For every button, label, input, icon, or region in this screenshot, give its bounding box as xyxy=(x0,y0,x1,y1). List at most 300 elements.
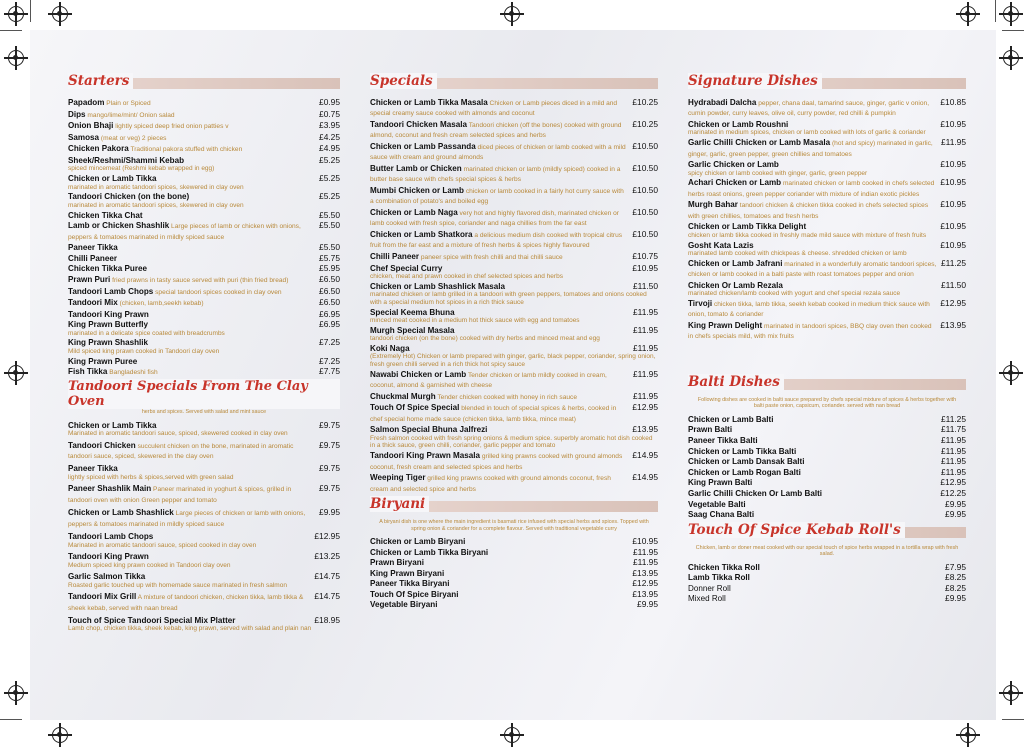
menu-item-row xyxy=(370,142,658,163)
menu-item-price: £5.95 xyxy=(319,263,340,274)
menu-item xyxy=(68,275,340,285)
menu-item-description: marinated in medium spices, chicken or lamb cooked with lots of garlic & coriander xyxy=(688,129,926,137)
menu-item-price: £7.75 xyxy=(319,366,340,377)
menu-item xyxy=(370,208,658,229)
menu-item xyxy=(68,320,340,337)
menu-item-name: Nawabi Chicken or Lamb xyxy=(370,369,467,379)
menu-item-row xyxy=(68,464,340,473)
menu-item-text xyxy=(370,164,628,185)
menu-item-row xyxy=(68,243,340,252)
menu-item-name: Tandoori Chicken (on the bone) xyxy=(68,192,190,202)
menu-item-name: Mixed Roll xyxy=(688,594,726,604)
menu-item-row xyxy=(68,572,340,581)
menu-item-description: Mild spiced king prawn cooked in Tandoori clay oven xyxy=(68,347,220,355)
menu-item-price: £10.95 xyxy=(940,159,966,170)
trim-line xyxy=(1002,30,1024,31)
registration-mark-right-bottom xyxy=(1003,685,1019,701)
menu-item-description: marinated lamb cooked with chickpeas & cheese. shredded chicken or lamb xyxy=(688,249,907,257)
menu-item-name: Touch Of Spice Special xyxy=(370,403,460,413)
menu-item-price: £8.25 xyxy=(945,582,966,593)
menu-item-text xyxy=(688,563,941,572)
menu-item-text xyxy=(688,178,936,199)
menu-item-name: Paneer Tikka Biryani xyxy=(370,579,450,589)
menu-item-row xyxy=(370,392,658,402)
menu-item-price: £11.95 xyxy=(941,434,966,445)
menu-item-text xyxy=(68,254,315,263)
menu-item-name: Chicken Tikka Roll xyxy=(688,562,760,572)
menu-item-name: Mumbi Chicken or Lamb xyxy=(370,186,464,195)
menu-item xyxy=(688,259,966,280)
menu-item-name: Touch of Spice Tandoori Special Mix Platter xyxy=(68,615,236,625)
menu-item-price: £5.25 xyxy=(319,173,340,184)
menu-item xyxy=(68,254,340,263)
registration-mark-right-mid xyxy=(1003,365,1019,381)
menu-item-name: Butter Lamb or Chicken xyxy=(370,164,462,173)
menu-item-price: £6.95 xyxy=(319,319,340,330)
menu-item xyxy=(688,160,966,177)
menu-item xyxy=(370,230,658,251)
menu-item xyxy=(688,98,966,119)
menu-item xyxy=(68,552,340,569)
menu-item-text xyxy=(688,594,941,603)
menu-item-name: Chilli Paneer xyxy=(68,253,118,263)
menu-item-row xyxy=(68,441,340,462)
menu-item-name: Murgh Bahar xyxy=(688,200,738,210)
menu-item xyxy=(688,500,966,509)
menu-item-row xyxy=(68,508,340,529)
menu-item-description: marinated chicken or lamb grilled in a tandoori with green peppers, tomatoes and onions cooked with a special medium hot spices in a rich thick sauce xyxy=(370,291,647,306)
menu-item-name: King Prawn Shashlik xyxy=(68,338,149,348)
menu-item-text xyxy=(370,344,629,353)
menu-item-text xyxy=(370,548,629,557)
menu-item-text xyxy=(68,441,315,462)
menu-item-row xyxy=(370,473,658,494)
menu-item-name: King Prawn Butterfly xyxy=(68,320,149,330)
menu-item-text xyxy=(688,447,937,456)
menu-item-description: grilled king prawns cooked with ground almonds coconut, fresh cream and selected spice and herbs xyxy=(370,475,611,493)
menu-item-text xyxy=(370,142,628,163)
menu-item-description: A mixture of tandoori chicken, chicken tikka, lamb tikka & sheek kebab, served with naan bread xyxy=(68,594,304,612)
menu-item xyxy=(370,282,658,307)
menu-item-price: £14.75 xyxy=(314,571,340,582)
menu-item-name: Chicken or Lamb Tikka Delight xyxy=(688,222,807,232)
menu-item xyxy=(370,344,658,369)
menu-item-name: Achari Chicken or Lamb xyxy=(688,178,782,188)
menu-item-name: Chicken or Lamb Tikka xyxy=(68,420,157,430)
menu-item-text xyxy=(68,192,315,201)
menu-item-text xyxy=(370,537,628,546)
menu-item-name: Paneer Tikka xyxy=(68,464,118,474)
menu-item-price: £5.75 xyxy=(319,252,340,263)
menu-item-price: £10.95 xyxy=(940,221,966,232)
menu-item-row xyxy=(688,160,966,169)
menu-item xyxy=(68,110,340,120)
menu-item-text xyxy=(688,321,936,342)
menu-item-description: diced pieces of chicken or lamb cooked with a mild sauce with cream and ground almonds xyxy=(370,144,626,162)
menu-item-price: £9.75 xyxy=(319,419,340,430)
biryani-list xyxy=(370,537,658,610)
menu-item xyxy=(68,221,340,242)
menu-item-price: £9.75 xyxy=(319,483,340,494)
menu-item-row xyxy=(68,110,340,120)
menu-item-price: £0.75 xyxy=(319,108,340,119)
menu-item xyxy=(68,310,340,319)
menu-item-price: £10.95 xyxy=(940,119,966,129)
menu-item-description: (meat or veg) 2 pieces xyxy=(99,134,167,142)
menu-item xyxy=(370,590,658,599)
menu-item-text xyxy=(68,221,315,242)
menu-item-name: Garlic Chicken or Lamb xyxy=(688,160,779,170)
menu-item-row xyxy=(688,594,966,603)
menu-item-name: Chicken or Lamb Roushni xyxy=(688,120,789,129)
menu-item xyxy=(370,548,658,557)
menu-item-price: £11.95 xyxy=(633,546,658,557)
menu-item-description: Plain or Spiced xyxy=(104,100,151,107)
menu-item-description: mango/lime/mint/ Onion salad xyxy=(85,111,175,119)
menu-item-price: £9.75 xyxy=(319,439,340,450)
menu-item-price: £11.95 xyxy=(633,557,658,568)
menu-item-row xyxy=(370,98,658,119)
menu-item-text xyxy=(68,310,315,319)
menu-item-text xyxy=(68,532,310,541)
menu-item-text xyxy=(68,552,310,561)
menu-item-price: £10.75 xyxy=(632,251,658,261)
menu-item-text xyxy=(68,338,315,347)
biryani-note: A biryani dish is one where the main ingredient is basmati rice infused with special herbs and spices. Topped with spring onion & coriander for a complete flavour. Served with traditional vegetable curry xyxy=(379,519,649,532)
section-header-kebab-rolls: Touch Of Spice Kebab Roll's xyxy=(688,521,966,543)
menu-item-description: Tender chicken cooked with honey in rich sauce xyxy=(435,393,578,401)
menu-item-description: marinated in aromatic tandoori spices, skewered in clay oven xyxy=(68,201,244,209)
menu-item-name: Fish Tikka xyxy=(68,367,108,377)
menu-item-price: £10.95 xyxy=(940,199,966,210)
menu-item xyxy=(370,392,658,402)
menu-item-row xyxy=(688,138,966,159)
menu-item xyxy=(68,144,340,154)
menu-item-row xyxy=(68,174,340,183)
menu-item-description: succulent chicken on the bone, marinated in aromatic tandoori sauce, spiced, skewered in the clay oven xyxy=(68,442,294,461)
section-header-starters: Starters xyxy=(68,72,340,94)
menu-item-text xyxy=(370,326,629,335)
menu-item xyxy=(370,326,658,343)
menu-item-price: £9.95 xyxy=(945,509,966,520)
menu-item-row xyxy=(68,211,340,220)
menu-item xyxy=(370,98,658,119)
menu-item-name: Special Keema Bhuna xyxy=(370,307,455,317)
menu-item-price: £13.95 xyxy=(632,424,658,435)
menu-item-name: Paneer Tikka xyxy=(68,243,118,253)
menu-item-name: Tandoori King Prawn Masala xyxy=(370,451,481,461)
menu-item-name: Tandoori Lamb Chops xyxy=(68,532,154,542)
menu-item xyxy=(68,121,340,131)
menu-item-row xyxy=(68,310,340,319)
menu-item-row xyxy=(688,500,966,509)
menu-item-description: lightly spiced with herbs & spices,served with green salad xyxy=(68,473,234,481)
menu-item-row xyxy=(68,357,340,366)
menu-item xyxy=(68,421,340,438)
signature-list xyxy=(688,98,966,342)
menu-item-text xyxy=(68,484,315,505)
menu-item-text xyxy=(370,370,629,391)
menu-item xyxy=(68,98,340,108)
menu-item xyxy=(688,436,966,445)
menu-item-description: Large pieces of chicken or lamb with onions, peppers & tomatoes marinated in mildly spiced sauce xyxy=(68,510,306,528)
menu-item-text xyxy=(688,241,936,250)
menu-item-row xyxy=(68,532,340,541)
trim-line xyxy=(0,30,22,31)
menu-item xyxy=(68,484,340,505)
kebab-rolls-note: Chicken, lamb or doner meat cooked with our special touch of spice herbs wrapped in a tortilla wrap with fresh salad. xyxy=(695,544,959,558)
menu-item-name: Chicken Pakora xyxy=(68,144,129,154)
menu-item-name: Touch Of Spice Biryani xyxy=(370,589,459,599)
menu-item-text xyxy=(68,211,315,220)
menu-item xyxy=(688,415,966,424)
menu-item xyxy=(68,441,340,462)
menu-item-row xyxy=(688,447,966,456)
menu-item-row xyxy=(68,552,340,561)
menu-item-row xyxy=(68,264,340,273)
menu-item-price: £9.95 xyxy=(637,599,658,610)
registration-mark-left-bottom xyxy=(8,685,24,701)
menu-item-description: Marinated in aromatic tandoori sauce, spiced, skewered cooked in clay oven xyxy=(68,430,288,438)
menu-item-text xyxy=(370,208,628,229)
starters-list xyxy=(68,98,340,378)
menu-item-row xyxy=(68,133,340,143)
menu-item-price: £7.95 xyxy=(945,561,966,572)
menu-item xyxy=(68,367,340,377)
menu-item-price: £13.95 xyxy=(940,319,966,330)
menu-item-price: £11.25 xyxy=(941,257,966,268)
menu-item-row xyxy=(688,468,966,477)
menu-item-row xyxy=(688,510,966,519)
section-header-clay-oven: Tandoori Specials From The Clay Oven xyxy=(68,379,340,401)
menu-item xyxy=(370,308,658,325)
menu-item-price: £5.50 xyxy=(319,242,340,253)
menu-item-name: Vegetable Biryani xyxy=(370,600,438,610)
menu-item-price: £9.95 xyxy=(945,498,966,509)
menu-item-row xyxy=(68,484,340,505)
menu-item-text xyxy=(688,436,937,445)
menu-item-price: £13.95 xyxy=(632,567,658,578)
menu-item-price: £6.95 xyxy=(319,308,340,319)
menu-item xyxy=(688,447,966,456)
menu-item-text xyxy=(688,425,937,434)
menu-item-price: £8.25 xyxy=(945,572,966,583)
menu-item-price: £11.50 xyxy=(941,279,966,290)
menu-item-text xyxy=(688,468,937,477)
menu-item-text xyxy=(688,415,937,424)
menu-item xyxy=(688,425,966,434)
menu-item xyxy=(688,299,966,320)
menu-item-text xyxy=(370,392,629,402)
menu-item-description: Roasted garlic touched up with homemade sauce marinated in fresh salmon xyxy=(68,581,287,589)
menu-item xyxy=(688,120,966,137)
menu-item xyxy=(688,178,966,199)
menu-item-price: £11.75 xyxy=(941,424,966,435)
menu-item-row xyxy=(68,156,340,165)
menu-item-name: Chicken Tikka Puree xyxy=(68,264,148,274)
menu-item-name: King Prawn Delight xyxy=(688,320,763,330)
menu-item-row xyxy=(688,457,966,466)
balti-note: Following dishes are cooked in balti sauce prepared by chefs special mixture of spices & herbs together with balti paste onion, capsicum, coriander. served with nan bread xyxy=(697,396,957,410)
menu-column-left xyxy=(68,72,340,636)
menu-item xyxy=(370,252,658,262)
menu-item-text xyxy=(688,138,937,159)
menu-item xyxy=(370,425,658,450)
menu-item-description: lightly spiced deep fried onion patties v xyxy=(113,123,229,131)
menu-item-description: chicken tikka, lamb tikka, seekh kebab cooked in medium thick sauce with onion, tomato & coriander xyxy=(688,300,930,319)
menu-item-name: Chicken or Lamb Shashlick Masala xyxy=(370,281,505,291)
menu-item-price: £6.50 xyxy=(319,285,340,296)
menu-item-description: chicken, meat and prawn cooked in chef selected spices and herbs xyxy=(370,273,563,280)
menu-item xyxy=(370,164,658,185)
menu-item-row xyxy=(370,252,658,262)
menu-item-price: £0.95 xyxy=(319,97,340,107)
menu-item xyxy=(68,264,340,273)
menu-item-price: £12.95 xyxy=(940,297,966,308)
menu-item-description: Marinated in aromatic tandoori sauce, spiced cooked in clay oven xyxy=(68,541,257,549)
menu-item-row xyxy=(370,558,658,567)
menu-item-price: £10.95 xyxy=(632,262,658,273)
menu-item-name: Tandoori King Prawn xyxy=(68,309,149,319)
menu-item-text xyxy=(688,120,936,129)
menu-item-text xyxy=(688,510,941,519)
menu-item-text xyxy=(370,264,628,273)
menu-item-description: marinated chicken or lamb (mildly spiced) cooked in a butter base sauce with chefs special spices & herbs xyxy=(370,166,621,184)
menu-item-name: Gosht Kata Lazis xyxy=(688,240,754,250)
menu-item-text xyxy=(68,110,315,120)
menu-item-text xyxy=(688,98,936,119)
menu-item-row xyxy=(370,326,658,335)
menu-item-price: £5.25 xyxy=(319,191,340,202)
menu-item-row xyxy=(68,287,340,297)
menu-item-row xyxy=(68,254,340,263)
menu-item-name: Chuckmal Murgh xyxy=(370,391,436,401)
menu-item-name: Lamb Tikka Roll xyxy=(688,573,750,583)
menu-item-price: £7.25 xyxy=(319,355,340,366)
menu-item-row xyxy=(370,282,658,291)
menu-item-price: £6.50 xyxy=(319,273,340,284)
menu-item-row xyxy=(688,584,966,593)
menu-item xyxy=(370,186,658,207)
menu-item xyxy=(370,264,658,281)
menu-item xyxy=(68,156,340,173)
menu-item-price: £10.95 xyxy=(940,239,966,250)
menu-item xyxy=(370,600,658,609)
menu-item-name: Sheek/Reshmi/Shammi Kebab xyxy=(68,155,185,165)
menu-item-name: Garlic Salmon Tikka xyxy=(68,572,146,582)
menu-item-name: Chicken or Lamb Shashlick xyxy=(68,508,174,518)
menu-item-price: £11.95 xyxy=(633,390,658,401)
menu-item-description: very hot and highly flavored dish, marinated chicken or lamb cooked with fresh spice, coriander and naga chillies from the far east xyxy=(370,210,619,228)
menu-item-name: Chicken or Lamb Biryani xyxy=(370,536,466,546)
menu-item-name: Lamb or Chicken Shashlik xyxy=(68,221,170,231)
menu-item xyxy=(370,370,658,391)
menu-item-row xyxy=(68,121,340,131)
menu-item-price: £11.95 xyxy=(941,445,966,456)
menu-item-row xyxy=(688,573,966,582)
menu-item-price: £11.95 xyxy=(941,456,966,467)
menu-item xyxy=(688,457,966,466)
registration-mark-bottom-center xyxy=(504,727,520,743)
menu-item-description: (hot and spicy) marinated in garlic, ginger, garlic, green pepper, green chillies and tomatoes xyxy=(688,140,933,158)
menu-item-text xyxy=(370,425,628,434)
menu-item-row xyxy=(370,344,658,353)
registration-mark-right-top xyxy=(1003,50,1019,66)
menu-item-name: Vegetable Balti xyxy=(688,499,746,509)
menu-item-row xyxy=(688,241,966,250)
menu-item-row xyxy=(370,308,658,317)
menu-item-text xyxy=(688,500,941,509)
registration-mark-bottom-left xyxy=(52,727,68,743)
registration-mark-left-mid xyxy=(8,365,24,381)
menu-item-price: £11.95 xyxy=(941,137,966,148)
menu-item-price: £11.50 xyxy=(633,280,658,291)
menu-item-description: blended in touch of special spices & herbs, cooked in chef special home made sauce (chicken tikka, lamb tikka, mince meat) xyxy=(370,405,617,423)
menu-item-name: Chef Special Curry xyxy=(370,263,443,273)
menu-item-price: £12.95 xyxy=(632,402,658,413)
menu-item-row xyxy=(688,489,966,498)
registration-mark-top-right-2 xyxy=(1003,6,1019,22)
menu-item-text xyxy=(688,259,937,280)
menu-item-price: £5.50 xyxy=(319,220,340,231)
menu-item-description: tandoori chicken & chicken tikka cooked in chefs selected spices with green chillies, tomatoes and fresh herbs xyxy=(688,202,929,220)
menu-item-description: pepper, chana daal, tamarind sauce, ginger, garlic v onion, cumin powder, curry leaves, olive oil, curry powder, red chilli & pumpkin xyxy=(688,100,930,118)
menu-item-name: Paneer Shashlik Main xyxy=(68,484,152,494)
menu-item-price: £14.75 xyxy=(314,591,340,602)
menu-item-row xyxy=(370,425,658,434)
section-header-specials: Specials xyxy=(370,72,658,94)
menu-item-price: £11.95 xyxy=(633,306,658,317)
menu-item-text xyxy=(370,579,628,588)
menu-item-text xyxy=(688,200,936,221)
kebab-rolls-list xyxy=(688,563,966,604)
menu-item xyxy=(370,473,658,494)
menu-item-text xyxy=(688,478,936,487)
menu-item-name: Koki Naga xyxy=(370,343,410,353)
menu-item-name: Chicken or Lamb Tikka Masala xyxy=(370,98,488,107)
menu-item xyxy=(68,357,340,366)
menu-item-name: Chicken or Lamb Tikka xyxy=(68,174,157,184)
menu-item xyxy=(68,211,340,220)
menu-item-description: special tandoori spices cooked in clay oven xyxy=(153,288,282,296)
menu-item-name: Tirvoji xyxy=(688,298,713,308)
menu-item-row xyxy=(68,367,340,377)
menu-item-text xyxy=(68,133,315,143)
menu-item-name: Tandoori King Prawn xyxy=(68,552,149,562)
menu-item xyxy=(68,243,340,252)
menu-item-name: Chicken or Lamb Tikka Biryani xyxy=(370,547,489,557)
menu-item-name: Chicken or Lamb Naga xyxy=(370,208,458,217)
menu-item-row xyxy=(68,192,340,201)
registration-mark-top-right xyxy=(960,6,976,22)
menu-item-name: Chicken Or Lamb Rezala xyxy=(688,280,783,290)
menu-item-price: £10.85 xyxy=(940,97,966,107)
menu-item-price: £10.50 xyxy=(632,207,658,217)
clay-oven-note: herbs and spices. Served with salad and mint sauce xyxy=(141,409,267,416)
menu-item xyxy=(688,563,966,572)
menu-item-text xyxy=(370,569,628,578)
menu-item-row xyxy=(370,370,658,391)
menu-item-row xyxy=(688,436,966,445)
menu-item-row xyxy=(370,186,658,207)
menu-item-price: £13.95 xyxy=(632,588,658,599)
specials-list xyxy=(370,98,658,494)
menu-item-name: Salmon Special Bhuna Jalfrezi xyxy=(370,425,488,435)
menu-item-price: £10.95 xyxy=(940,177,966,188)
menu-item-row xyxy=(68,144,340,154)
menu-item-row xyxy=(370,403,658,424)
menu-item-row xyxy=(688,200,966,221)
